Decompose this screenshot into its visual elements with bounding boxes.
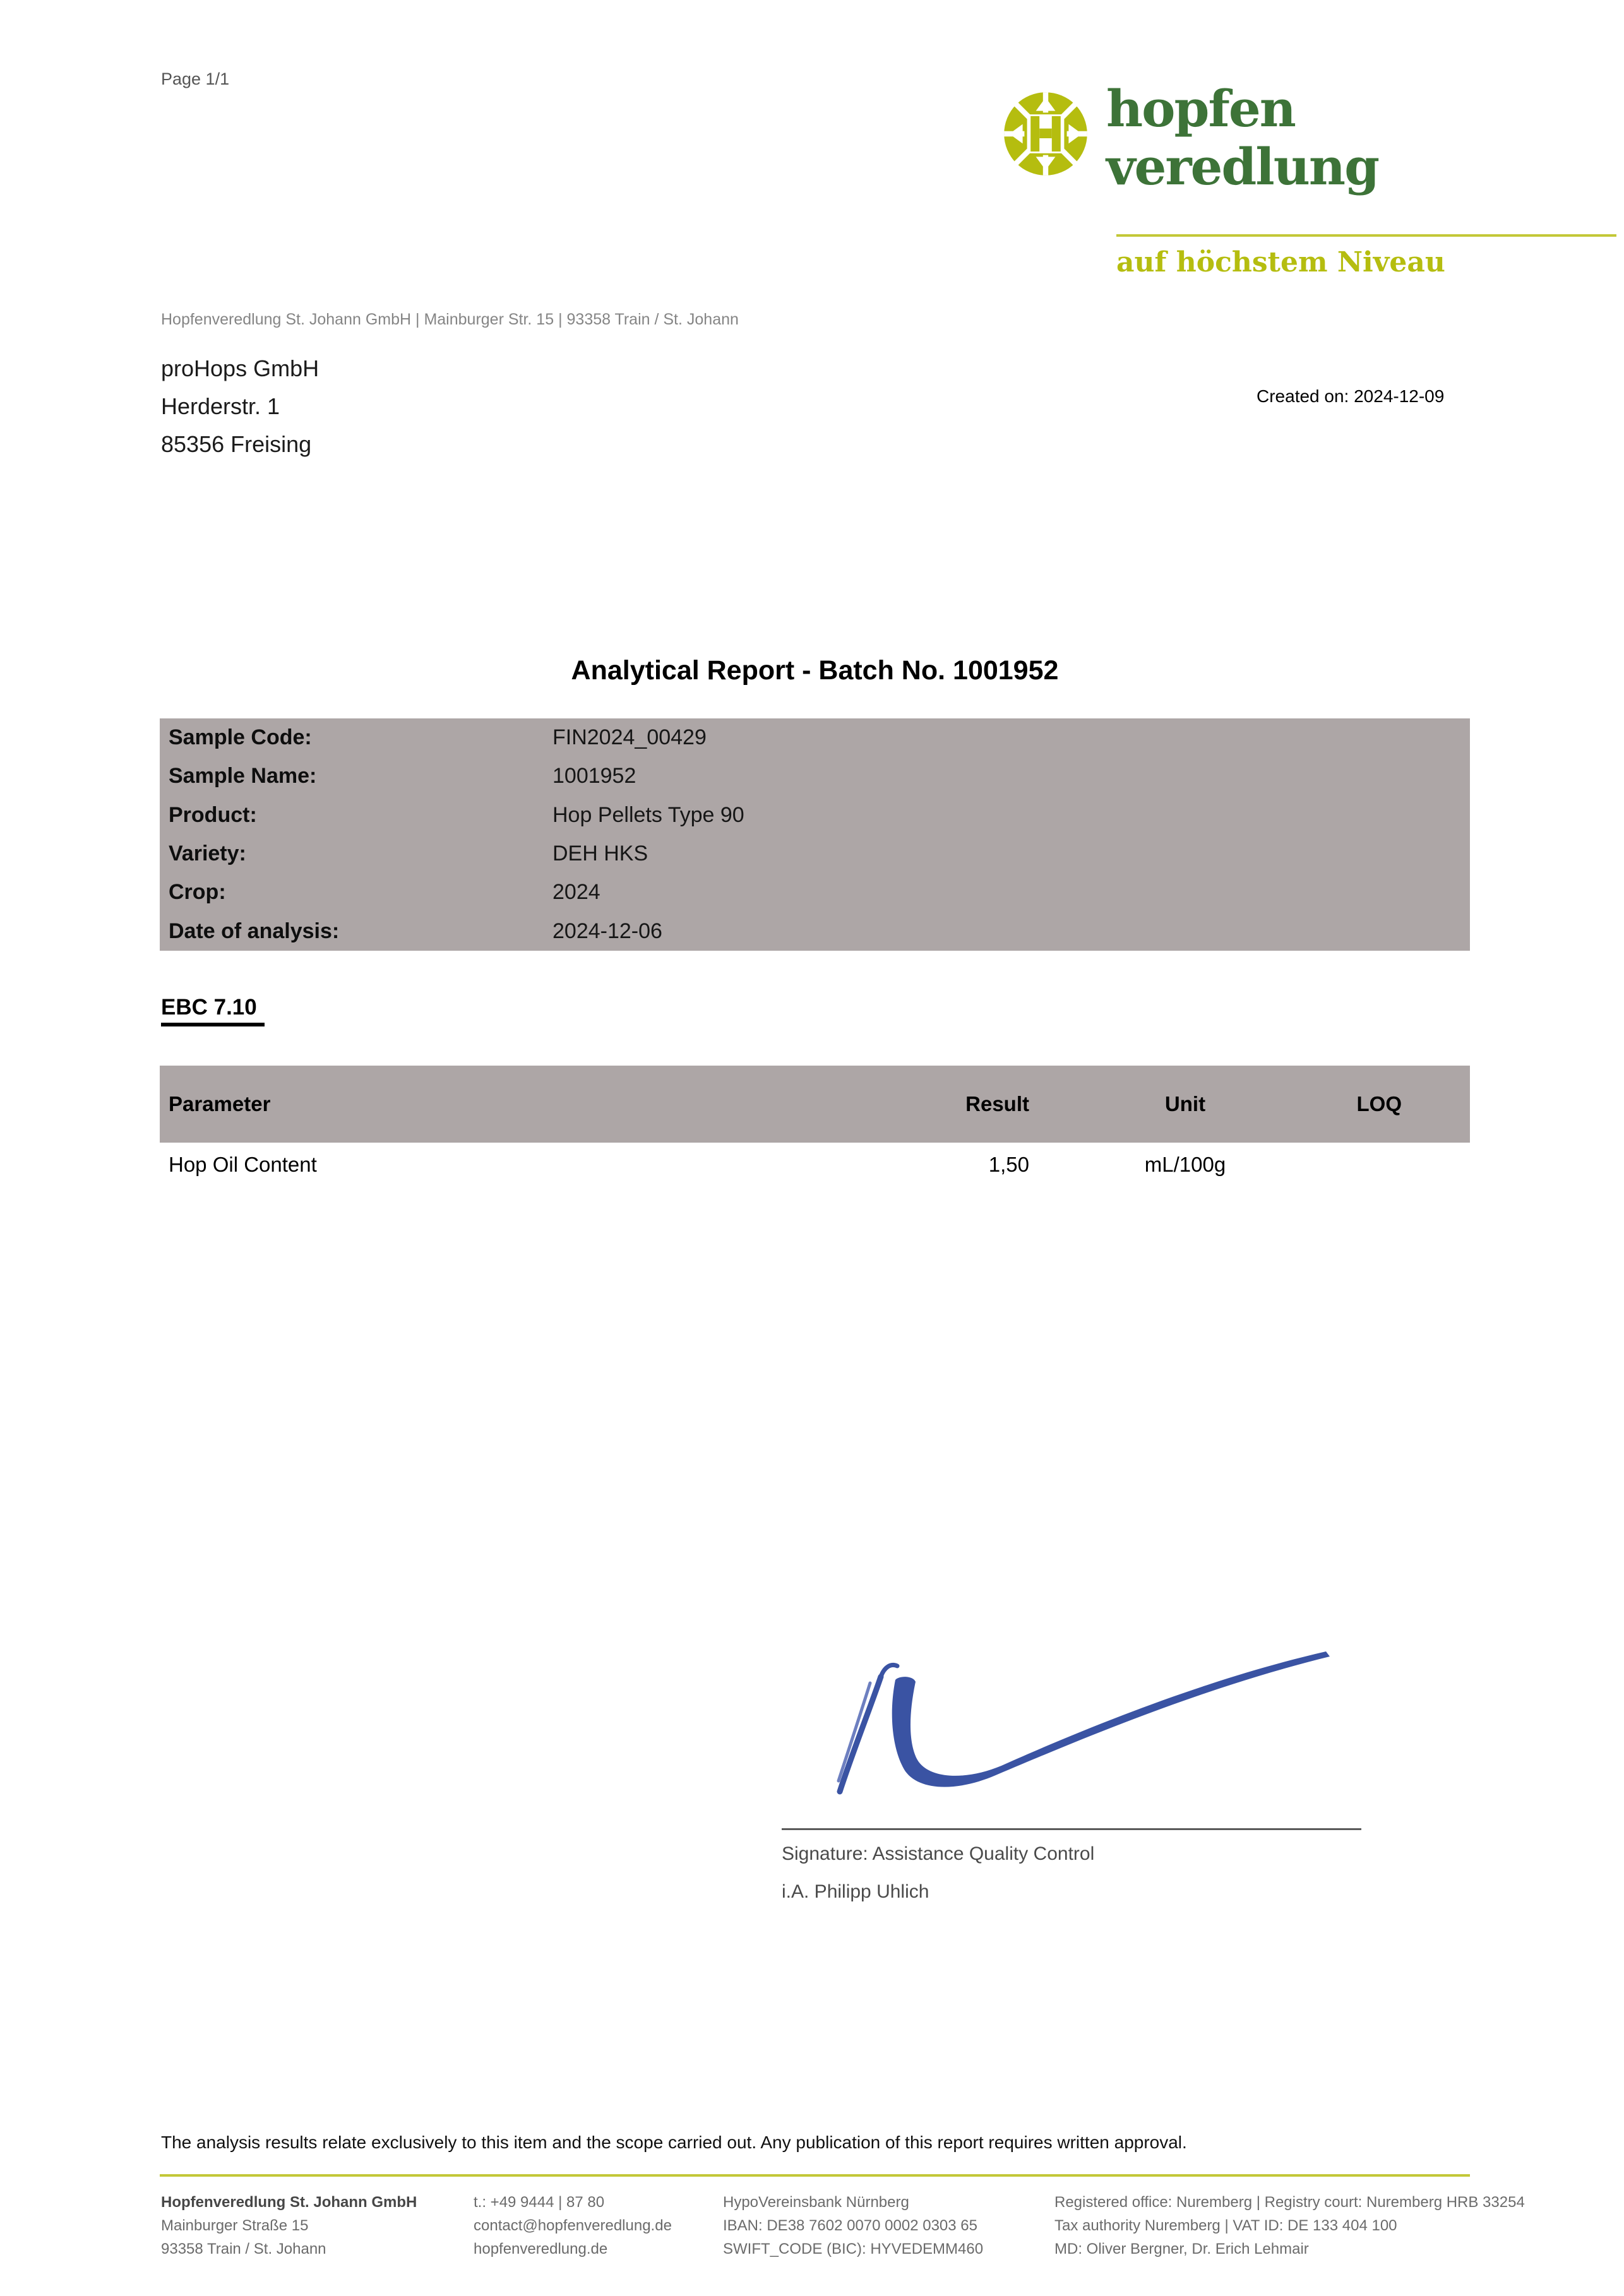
- brand-line-1: hopfen: [1106, 79, 1295, 138]
- footer-company-column: [161, 2191, 417, 2261]
- brand-divider-rule: [1116, 234, 1616, 237]
- column-header-result: Result: [965, 1092, 1029, 1115]
- footer-phone: t.: +49 9444 | 87 80: [474, 2194, 605, 2211]
- hop-h-medallion-icon: [1001, 90, 1090, 178]
- product-value: Hop Pellets Type 90: [552, 802, 744, 827]
- footer-email: contact@hopfenveredlung.de: [474, 2217, 672, 2234]
- table-row: [160, 873, 1470, 912]
- footer-registry: Registered office: Nuremberg | Registry court: Nuremberg HRB 33254: [1054, 2194, 1525, 2211]
- crop-label: Crop:: [169, 880, 226, 905]
- variety-label: Variety:: [169, 842, 246, 866]
- analysis-date-value: 2024-12-06: [552, 919, 662, 943]
- recipient-city: 85356 Freising: [161, 431, 312, 457]
- product-label: Product:: [169, 802, 257, 827]
- footer-bank-column: [723, 2191, 983, 2261]
- sample-info-table: [160, 718, 1470, 951]
- footer-divider-rule: [160, 2174, 1470, 2177]
- method-heading: EBC 7.10: [161, 995, 265, 1026]
- result-parameter: Hop Oil Content: [169, 1153, 317, 1176]
- variety-value: DEH HKS: [552, 842, 648, 866]
- table-row: [160, 718, 1470, 757]
- footer-md: MD: Oliver Bergner, Dr. Erich Lehmair: [1054, 2240, 1309, 2257]
- column-header-unit: Unit: [1164, 1092, 1206, 1115]
- footer-iban: IBAN: DE38 7602 0070 0002 0303 65: [723, 2217, 977, 2234]
- column-header-parameter: Parameter: [169, 1092, 271, 1115]
- signature-line: [782, 1828, 1361, 1830]
- crop-value: 2024: [552, 880, 600, 905]
- footer-legal-column: [1054, 2191, 1525, 2261]
- signature-caption: Signature: Assistance Quality Control: [782, 1843, 1095, 1864]
- footer-contact-column: [474, 2191, 672, 2261]
- recipient-address-block: [161, 350, 319, 463]
- sample-name-value: 1001952: [552, 764, 636, 788]
- footer-company-city: 93358 Train / St. Johann: [161, 2240, 326, 2257]
- result-unit: mL/100g: [1144, 1153, 1226, 1176]
- table-row: [160, 912, 1470, 950]
- table-row: [160, 1143, 1470, 1187]
- table-row: [160, 835, 1470, 873]
- brand-wordmark: [1106, 80, 1378, 196]
- brand-line-2: veredlung: [1106, 137, 1379, 196]
- result-value: 1,50: [988, 1153, 1029, 1176]
- page-indicator: Page 1/1: [161, 69, 230, 88]
- sample-code-value: FIN2024_00429: [552, 725, 707, 750]
- analysis-date-label: Date of analysis:: [169, 919, 340, 943]
- recipient-street: Herderstr. 1: [161, 393, 280, 419]
- signature-signee: i.A. Philipp Uhlich: [782, 1881, 929, 1902]
- footer-website: hopfenveredlung.de: [474, 2240, 608, 2257]
- sender-address-line: Hopfenveredlung St. Johann GmbH | Mainburger Str. 15 | 93358 Train / St. Johann: [161, 311, 739, 328]
- table-row: [160, 796, 1470, 835]
- handwritten-signature: [821, 1651, 1345, 1802]
- brand-tagline: auf höchstem Niveau: [1116, 246, 1445, 278]
- report-title: Analytical Report - Batch No. 1001952: [571, 655, 1059, 686]
- table-row: [160, 757, 1470, 795]
- column-header-loq: LOQ: [1356, 1092, 1402, 1115]
- footer-swift: SWIFT_CODE (BIC): HYVEDEMM460: [723, 2240, 984, 2257]
- created-on-date: Created on: 2024-12-09: [1257, 386, 1445, 406]
- disclaimer-text: The analysis results relate exclusively to this item and the scope carried out. Any publication of this report requires written approval.: [161, 2132, 1187, 2152]
- results-table-header: [160, 1066, 1470, 1143]
- sample-name-label: Sample Name:: [169, 764, 317, 788]
- footer-company-street: Mainburger Straße 15: [161, 2217, 309, 2234]
- sample-code-label: Sample Code:: [169, 725, 312, 750]
- footer-tax: Tax authority Nuremberg | VAT ID: DE 133 404 100: [1054, 2217, 1397, 2234]
- footer-company-name: Hopfenveredlung St. Johann GmbH: [161, 2194, 417, 2211]
- footer-bank-name: HypoVereinsbank Nürnberg: [723, 2194, 909, 2211]
- recipient-name: proHops GmbH: [161, 355, 319, 381]
